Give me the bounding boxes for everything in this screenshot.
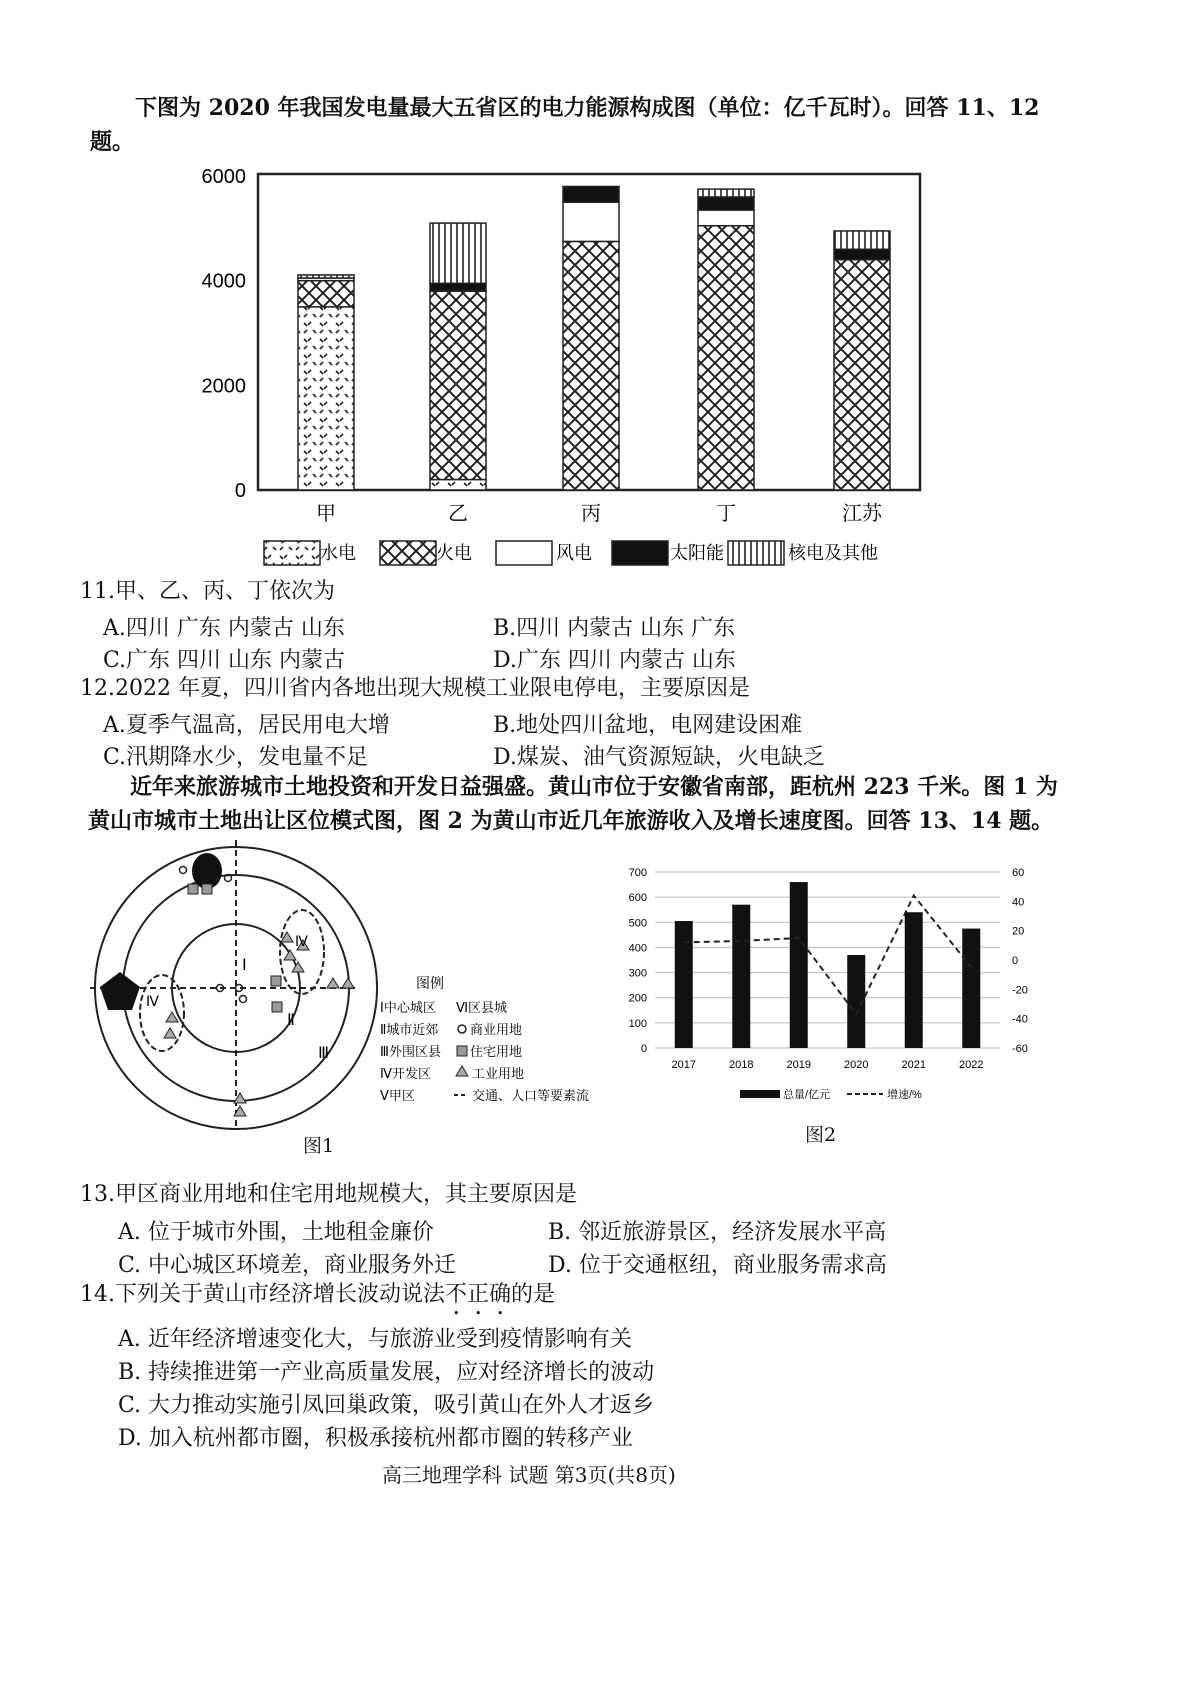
chart1-legend (262, 537, 902, 571)
chart1-bar-segment (430, 291, 486, 479)
energy-stacked-bar-chart (190, 160, 970, 600)
fig2-ytick-left: 100 (628, 1017, 647, 1030)
chart1-bar-segment (563, 202, 619, 241)
fig2-year-label: 2022 (959, 1059, 984, 1071)
chart1-bar-segment (834, 260, 890, 490)
intro1-line1: 下图为 2020 年我国发电量最大五省区的电力能源构成图（单位：亿千瓦时）。回答 11、12 (135, 95, 1040, 121)
fig2-revenue-bar (732, 905, 750, 1048)
fig2-ytick-left: 300 (628, 967, 647, 980)
fig2-year-label: 2018 (729, 1059, 754, 1071)
fig2-ytick-right: 60 (1012, 867, 1025, 879)
q14-option-b[interactable]: B. 持续推进第一产业高质量发展，应对经济增长的波动 (118, 1360, 655, 1385)
figure2-caption: 图2 (805, 1124, 837, 1146)
q12-option-c[interactable]: C.汛期降水少，发电量不足 (103, 745, 369, 770)
chart1-ytick-label: 6000 (201, 166, 246, 188)
chart1-bar-segment (298, 307, 354, 490)
zone-label-i: Ⅰ (242, 957, 247, 974)
fig1-legend-commercial: 商业用地 (470, 1022, 523, 1037)
chart1-category-label: 乙 (448, 503, 468, 525)
q13-option-d[interactable]: D. 位于交通枢纽，商业服务需求高 (548, 1253, 887, 1278)
fig2-revenue-bar (962, 929, 980, 1048)
fig2-year-label: 2020 (844, 1059, 869, 1071)
legend-swatch-wind (496, 541, 552, 565)
fig2-legend-line: 增速/% (887, 1089, 922, 1101)
q11-option-c[interactable]: C.广东 四川 山东 内蒙古 (103, 648, 346, 673)
zone-label-ii: Ⅱ (287, 1012, 295, 1029)
fig2-year-label: 2017 (671, 1059, 696, 1071)
dev-zone-right (280, 910, 324, 994)
fig1-legend-dev-zone: Ⅳ开发区 (380, 1066, 431, 1081)
chart1-bar-segment (430, 223, 486, 283)
chart1-bar-segment (430, 283, 486, 291)
fig1-legend-outer-county: Ⅲ外围区县 (380, 1044, 441, 1059)
q14-stem-post: 的是 (511, 1282, 556, 1307)
fig2-ytick-left: 400 (628, 942, 647, 955)
legend-swatch-thermal (380, 541, 436, 565)
fig2-ytick-left: 600 (628, 892, 647, 905)
fig1-legend-jia-zone: Ⅴ甲区 (380, 1088, 415, 1103)
fig2-ytick-left: 700 (628, 867, 647, 879)
fig2-ytick-left: 0 (640, 1043, 647, 1055)
q11-stem: 11.甲、乙、丙、丁依次为 (80, 579, 335, 604)
q12-option-b[interactable]: B.地处四川盆地，电网建设困难 (493, 713, 803, 738)
q14-stem-emphasis: 不正确 (445, 1282, 512, 1307)
legend-swatch-nuclear (728, 541, 784, 565)
fig2-ytick-right: 0 (1012, 955, 1019, 967)
fig1-legend-suburb: Ⅱ城市近郊 (380, 1022, 439, 1037)
page-footer: 高三地理学科 试题 第3页(共8页) (382, 1463, 676, 1487)
legend-label-thermal: 火电 (436, 543, 472, 563)
q12-option-a[interactable]: A.夏季气温高，居民用电大增 (103, 713, 390, 738)
chart1-bar-segment (298, 281, 354, 307)
chart1-bar-segment (698, 189, 754, 197)
legend-label-wind: 风电 (556, 543, 592, 563)
chart1-bar-segment (698, 197, 754, 210)
intro2-line1: 近年来旅游城市土地投资和开发日益强盛。黄山市位于安徽省南部，距杭州 223 千米。图 1 为 (130, 774, 1058, 800)
q13-option-a[interactable]: A. 位于城市外围，土地租金廉价 (118, 1220, 434, 1245)
fig2-year-label: 2021 (901, 1059, 926, 1071)
zone-label-iii: Ⅲ (318, 1045, 330, 1062)
q14-stem-pre: 14.下列关于黄山市经济增长波动说法 (80, 1282, 445, 1307)
q14-option-c[interactable]: C. 大力推动实施引凤回巢政策，吸引黄山在外人才返乡 (118, 1393, 655, 1418)
fig2-ytick-right: -40 (1012, 1013, 1028, 1026)
legend-label-nuclear: 核电及其他 (788, 543, 878, 563)
q13-option-b[interactable]: B. 邻近旅游景区，经济发展水平高 (548, 1220, 887, 1245)
chart1-bar-segment (430, 480, 486, 490)
legend-label-hydro: 水电 (320, 543, 356, 563)
intro1-line2: 题。 (90, 129, 135, 155)
fig1-legend-title: 图例 (416, 975, 444, 991)
fig2-legend-swatch-bar (740, 1090, 780, 1098)
q13-stem: 13.甲区商业用地和住宅用地规模大，其主要原因是 (80, 1182, 577, 1207)
chart1-ytick-label: 2000 (201, 375, 246, 398)
figure1-caption: 图1 (303, 1135, 335, 1157)
fig2-ytick-right: -20 (1012, 984, 1028, 997)
legend-swatch-hydro (264, 541, 320, 565)
fig2-ytick-right: 20 (1012, 925, 1025, 938)
fig2-year-label: 2019 (786, 1059, 811, 1071)
chart1-category-label: 甲 (316, 503, 336, 525)
q14-option-a[interactable]: A. 近年经济增速变化大，与旅游业受到疫情影响有关 (118, 1327, 632, 1352)
q12-option-d[interactable]: D.煤炭、油气资源短缺，火电缺乏 (493, 745, 825, 770)
figure1-land-model-diagram (90, 840, 630, 1160)
chart1-category-label: 江苏 (842, 503, 882, 525)
q12-stem: 12.2022 年夏，四川省内各地出现大规模工业限电停电，主要原因是 (80, 676, 750, 701)
fig1-legend-central-city: Ⅰ中心城区 (380, 1000, 436, 1015)
chart1-ytick-label: 0 (234, 480, 246, 502)
chart1-bar-segment (298, 275, 354, 278)
legend-swatch-solar (612, 541, 668, 565)
growth-rate-line (684, 895, 972, 1014)
chart1-bar-segment (563, 186, 619, 202)
chart1-bar-segment (698, 210, 754, 226)
fig2-revenue-bar (675, 921, 693, 1048)
fig2-ytick-right: -60 (1012, 1043, 1028, 1055)
q11-option-d[interactable]: D.广东 四川 内蒙古 山东 (493, 648, 736, 673)
intro2-line2: 黄山市城市土地出让区位模式图，图 2 为黄山市近几年旅游收入及增长速度图。回答 13、14 题。 (88, 808, 1054, 834)
fig2-revenue-bar (905, 912, 923, 1048)
chart1-category-label: 丙 (581, 503, 601, 525)
fig2-revenue-bar (790, 882, 808, 1048)
fig2-ytick-left: 500 (628, 917, 647, 930)
zone-label-iv-right: Ⅳ (295, 933, 308, 949)
fig1-legend-flow: 交通、人口等要素流 (472, 1088, 590, 1103)
fig1-legend-industrial: 工业用地 (472, 1066, 525, 1081)
fig2-ytick-right: 40 (1012, 896, 1025, 909)
q14-option-d[interactable]: D. 加入杭州都市圈，积极承接杭州都市圈的转移产业 (118, 1426, 633, 1451)
fig2-legend-bar: 总量/亿元 (783, 1089, 831, 1101)
fig1-legend-residential: 住宅用地 (470, 1044, 523, 1059)
chart1-ytick-label: 4000 (201, 270, 246, 293)
fig1-legend-county-town: Ⅵ区县城 (456, 1000, 507, 1015)
q11-option-b[interactable]: B.四川 内蒙古 山东 广东 (493, 616, 736, 641)
zone-label-iv-left: Ⅳ (146, 993, 159, 1009)
chart1-category-label: 丁 (716, 503, 736, 525)
chart1-bar-segment (563, 241, 619, 490)
fig2-ytick-left: 200 (628, 992, 647, 1005)
chart1-bar-segment (698, 226, 754, 490)
chart1-bar-segment (834, 249, 890, 259)
chart1-bar-segment (834, 231, 890, 249)
county-town-pentagon (100, 972, 140, 1010)
q11-option-a[interactable]: A.四川 广东 内蒙古 山东 (103, 616, 345, 641)
q13-option-c[interactable]: C. 中心城区环境差，商业服务外迁 (118, 1253, 457, 1278)
legend-label-solar: 太阳能 (670, 543, 724, 563)
q14-stem (80, 1280, 555, 1320)
figure2-tourism-chart (615, 862, 1035, 1112)
